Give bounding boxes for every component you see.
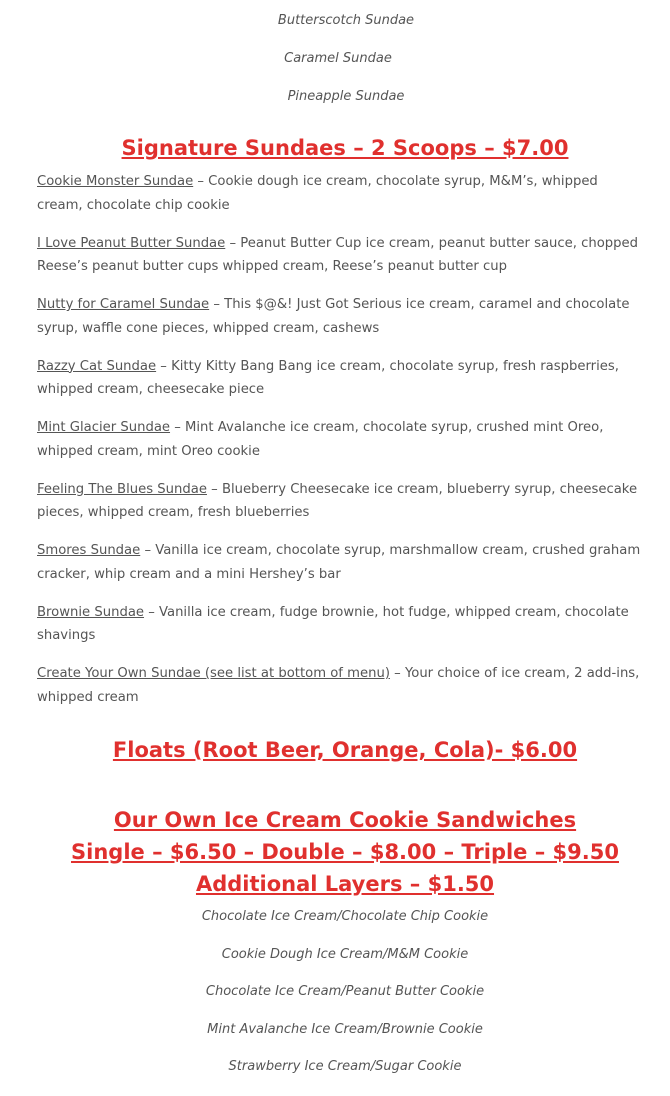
sandwich-item: Chocolate Ice Cream/Peanut Butter Cookie [205,984,485,999]
sundae-description: Brownie Sundae – Vanilla ice cream, fudge brownie, hot fudge, whipped cream, chocolate shavings [37,604,629,643]
sundae-name-link[interactable]: Razzy Cat Sundae [37,358,157,374]
sundae-name-link[interactable]: Create Your Own Sundae (see list at bottom of menu) [37,666,390,681]
sandwich-item: Chocolate Ice Cream/Chocolate Chip Cookie [201,909,489,924]
sundae-name-link[interactable]: Smores Sundae [37,543,141,558]
sundae-description: Smores Sundae – Vanilla ice cream, chocolate syrup, marshmallow cream, crushed graham cracker, whip cream and a mini Hershey’s bar [37,543,641,582]
sundae-description: Mint Glacier Sundae – Mint Avalanche ice cream, chocolate syrup, crushed mint Oreo, whipped cream, mint Oreo cookie [37,420,604,459]
sundae-description: Cookie Monster Sundae – Cookie dough ice cream, chocolate syrup, M&M’s, whipped cream, chocolate chip cookie [37,174,598,213]
sundae-name-link[interactable]: Cookie Monster Sundae [37,174,194,189]
sundae-name-link[interactable]: I Love Peanut Butter Sundae [37,235,226,251]
sundae-description: Razzy Cat Sundae – Kitty Kitty Bang Bang ice cream, chocolate syrup, fresh raspberries, whipped cream, cheesecake piece [37,358,619,397]
sandwich-item: Mint Avalanche Ice Cream/Brownie Cookie [207,1021,483,1037]
sundae-name-link[interactable]: Mint Glacier Sundae [37,420,171,435]
top-sundae-list [0,12,670,126]
sundae-name-link[interactable]: Nutty for Caramel Sundae [37,297,210,312]
sundae-description: Nutty for Caramel Sundae – This $@&! Just Got Serious ice cream, caramel and chocolate syrup, waffle cone pieces, whipped cream, cashews [37,297,630,336]
sundae-description: Create Your Own Sundae (see list at bottom of menu) – Your choice of ice cream, 2 add-ins, whipped cream [37,666,640,705]
sundae-item: Pineapple Sundae [287,89,405,104]
sandwich-list [0,908,670,1096]
sandwiches-prices: Single – $6.50 – Double – $8.00 – Triple – $9.50 [71,840,619,864]
sundae-name-link[interactable]: Feeling The Blues Sundae [37,481,207,497]
signature-sundaes-heading: Signature Sundaes – 2 Scoops – $7.00 [121,136,569,160]
sandwich-item: Cookie Dough Ice Cream/M&M Cookie [221,946,469,962]
sundae-item: Butterscotch Sundae [277,13,415,28]
sandwiches-additional-layers: Additional Layers – $1.50 [195,872,495,896]
sandwiches-title: Our Own Ice Cream Cookie Sandwiches [113,808,577,832]
floats-heading: Floats (Root Beer, Orange, Cola)- $6.00 [112,738,578,762]
signature-sundae-list [0,170,670,724]
sandwiches-heading [0,804,670,900]
sundae-description: Feeling The Blues Sundae – Blueberry Cheesecake ice cream, blueberry syrup, cheesecake pieces, whipped cream, fresh blueberries [37,481,638,520]
sundae-item: Caramel Sundae [284,51,392,66]
sandwich-item: Strawberry Ice Cream/Sugar Cookie [228,1059,462,1074]
sundae-description: I Love Peanut Butter Sundae – Peanut Butter Cup ice cream, peanut butter sauce, chopped Reese’s peanut butter cups whipped cream, Reese’s peanut butter cup [37,235,639,274]
sundae-name-link[interactable]: Brownie Sundae [37,604,145,620]
